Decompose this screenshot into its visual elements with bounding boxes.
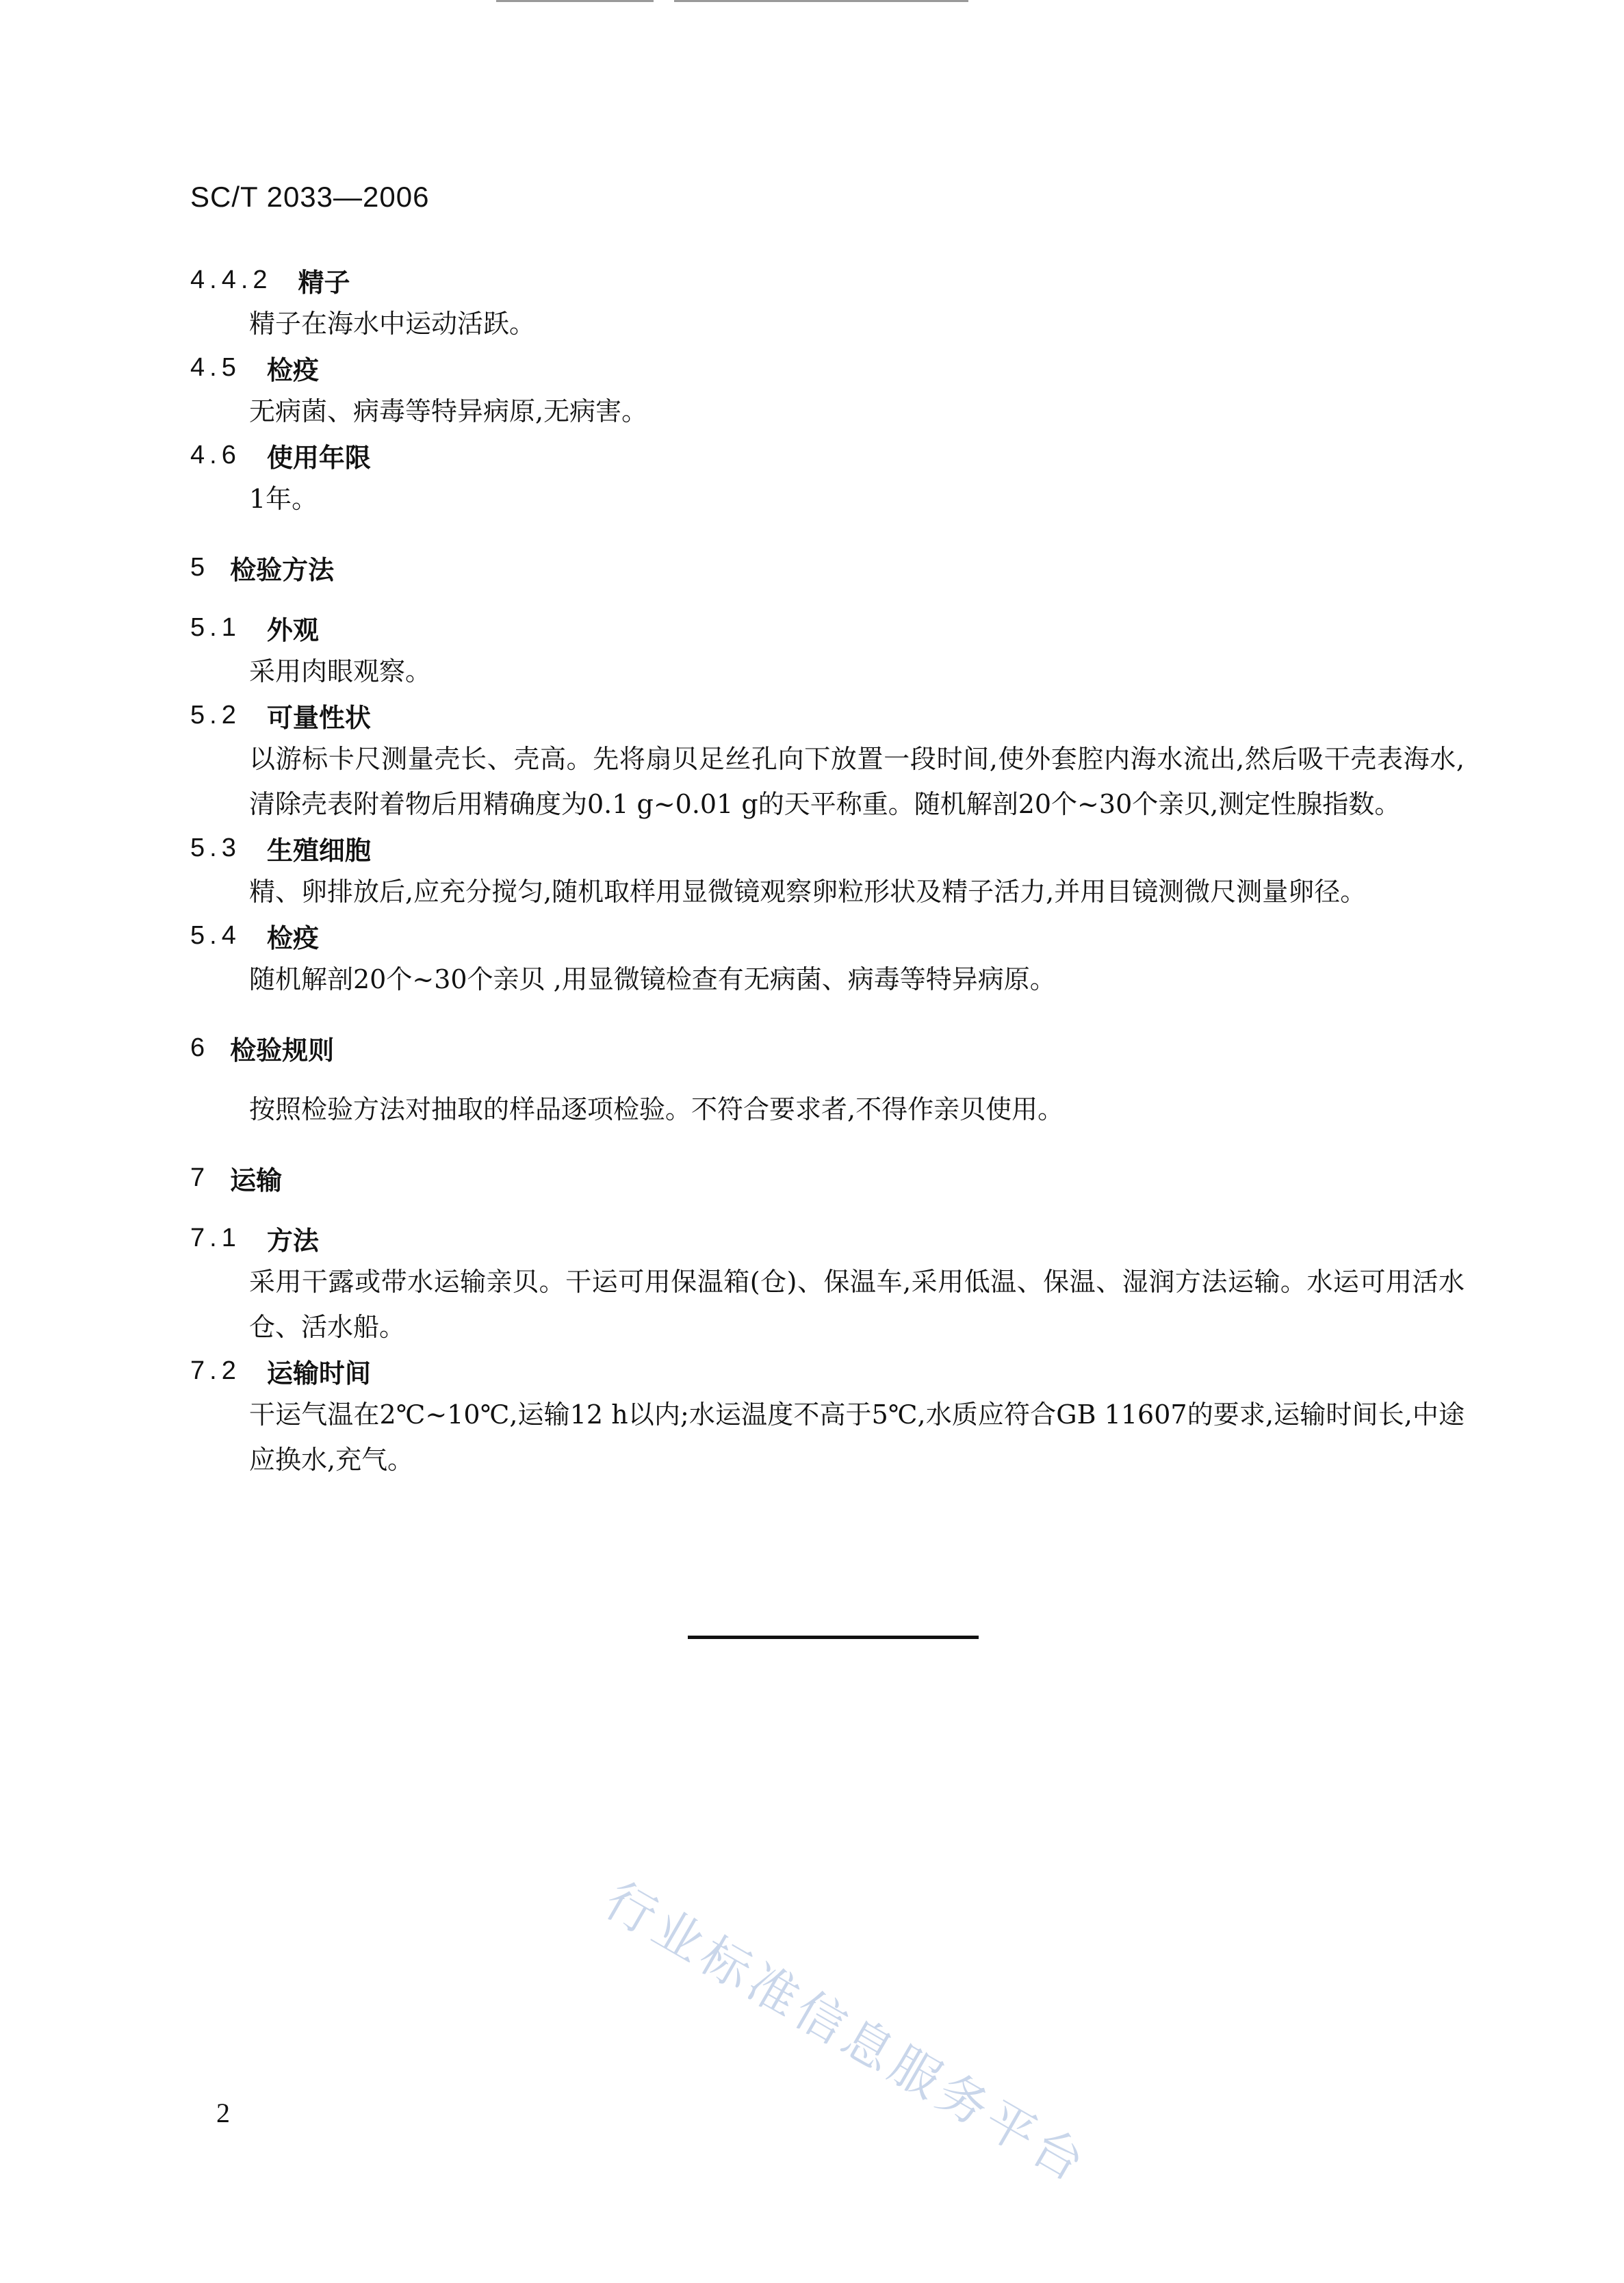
section-number: 7.2 (190, 1356, 241, 1385)
section-number: 5.3 (190, 833, 241, 862)
page-number: 2 (216, 2098, 230, 2128)
section-6-text: 按照检验方法对抽取的样品逐项检验。不符合要求者,不得作亲贝使用。 (249, 1094, 1064, 1124)
section-7-1-heading (190, 1217, 1465, 1259)
section-4-5-text: 无病菌、病毒等特异病原,无病害。 (249, 396, 648, 426)
section-7-1-text: 采用干露或带水运输亲贝。干运可用保温箱(仓)、保温车,采用低温、保温、湿润方法运输。水运可用活水仓、活水船。 (249, 1267, 1465, 1342)
section-number: 4.5 (190, 352, 241, 382)
section-5-1-text: 采用肉眼观察。 (249, 656, 432, 686)
section-4-4-2-text: 精子在海水中运动活跃。 (249, 309, 536, 339)
section-4-6-text: 1年。 (249, 484, 318, 514)
section-title: 方法 (266, 1225, 319, 1256)
section-5-4-heading (190, 914, 1465, 957)
section-5-4-text: 随机解剖20个~30个亲贝 ,用显微镜检查有无病菌、病毒等特异病原。 (249, 964, 1056, 994)
section-title: 运输时间 (266, 1358, 371, 1389)
section-7-2-text: 干运气温在2℃~10℃,运输12 h以内;水运温度不高于5℃,水质应符合GB 11607的要求,运输时间长,中途应换水,充气。 (249, 1400, 1465, 1475)
section-7-heading (190, 1157, 1465, 1199)
section-title: 检验规则 (230, 1035, 335, 1066)
section-number: 6 (190, 1033, 210, 1062)
section-title: 检验方法 (230, 554, 335, 585)
section-number: 5.2 (190, 700, 241, 730)
watermark: 行业标准信息服务平台 (595, 1870, 1098, 2195)
section-number: 7 (190, 1163, 210, 1192)
document-code: SC/T 2033—2006 (190, 181, 430, 213)
section-4-4-2-heading (190, 259, 1465, 301)
section-number: 7.1 (190, 1223, 241, 1252)
section-6-heading (190, 1027, 1465, 1069)
section-5-2-heading (190, 694, 1465, 736)
section-number: 5 (190, 552, 210, 582)
section-number: 4.6 (190, 440, 241, 469)
section-number: 5.1 (190, 612, 241, 642)
section-title: 使用年限 (266, 442, 371, 473)
section-7-2-heading (190, 1350, 1465, 1392)
section-title: 检疫 (266, 923, 319, 953)
section-number: 4.4.2 (190, 265, 272, 294)
section-4-5-heading (190, 346, 1465, 389)
section-title: 生殖细胞 (266, 835, 371, 866)
section-5-1-heading (190, 606, 1465, 649)
section-number: 5.4 (190, 920, 241, 950)
section-5-2-text: 以游标卡尺测量壳长、壳高。先将扇贝足丝孔向下放置一段时间,使外套腔内海水流出,然后吸干壳表海水,清除壳表附着物后用精确度为0.1 g~0.01 g的天平称重。随机解剖20个~30个亲贝,测定性腺指数。 (249, 744, 1465, 819)
section-4-6-heading (190, 434, 1465, 476)
document-body (190, 259, 1465, 1482)
end-of-document-rule (688, 1636, 979, 1639)
section-title: 检疫 (266, 354, 319, 385)
section-title: 精子 (298, 267, 350, 298)
section-5-3-heading (190, 827, 1465, 869)
section-title: 可量性状 (266, 702, 371, 733)
section-title: 外观 (266, 615, 319, 645)
scan-artifact-line (674, 0, 968, 2)
section-5-heading (190, 546, 1465, 589)
section-title: 运输 (230, 1165, 283, 1196)
scan-artifact-line (496, 0, 654, 2)
section-5-3-text: 精、卵排放后,应充分搅匀,随机取样用显微镜观察卵粒形状及精子活力,并用目镜测微尺测量卵径。 (249, 877, 1367, 907)
